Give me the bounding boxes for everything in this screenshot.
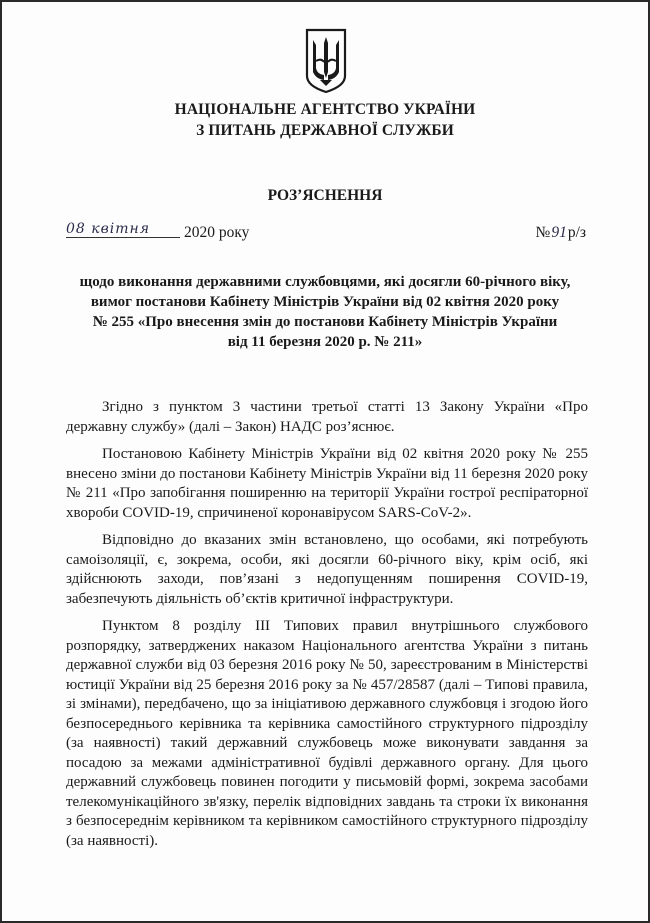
body-paragraph-2: Постановою Кабінету Міністрів України від 02 квітня 2020 року № 255 внесено зміни до постанови Кабінету Міністрів України від 11 березня 2020 року № 211 «Про запобігання поширенню на території України гострої респіраторної хвороби COVID-19, спричиненої коронавірусом SARS-CoV-2». [66,446,588,521]
handwritten-number: 91 [551,224,567,241]
body-paragraph-3: Відповідно до вказаних змін встановлено, що особами, які потребують самоізоляції, є, зокрема, особи, які досягли 60-річного віку, крім осіб, які здійснюють заходи, пов’язані з недопущенням поширення COVID-19, забезпечують діяльність об’єктів критичної інфраструктури. [66,532,588,607]
tryzub-icon [304,28,348,94]
agency-name-line1: НАЦІОНАЛЬНЕ АГЕНТСТВО УКРАЇНИ [174,101,476,118]
date-year: 2020 року [184,224,250,241]
subject-line4: від 11 березня 2020 р. № 211» [227,334,423,350]
number-prefix: № [535,224,551,241]
document-body [66,398,588,859]
body-paragraph-1: Згідно з пунктом 3 частини третьої статті 13 Закону України «Про державну службу» (далі – Закон) НАДС роз’яснює. [66,399,588,435]
handwritten-date: 08 квітня [66,221,180,238]
agency-name [2,99,648,141]
subject-line2: вимог постанови Кабінету Міністрів України від 02 квітня 2020 року [90,294,560,310]
document-subject [42,272,608,352]
body-paragraph-4: Пунктом 8 розділу III Типових правил внутрішнього службового розпорядку, затверджених наказом Національного агентства України з питань державної служби від 03 березня 2016 року № 50, зареєстрованим в Міністерстві юстиції України від 25 березня 2016 року за № 457/28587 (далі – Типові правила, зі змінами), передбачено, що за ініціативою державного службовця і згодою його безпосереднього керівника та керівника самостійного структурного підрозділу (за наявності) такий державний службовець може виконувати завдання за посадою за межами адміністративної будівлі державного органу. Для цього державний службовець повинен погодити у письмовій формі, зокрема засобами телекомунікаційного зв'язку, перелік відповідних завдань та строки їх виконання з безпосереднім керівником та керівником самостійного структурного підрозділу (за наявності). [66,618,588,849]
number-suffix: р/з [567,224,586,241]
date-number-row [66,221,586,248]
subject-line3: № 255 «Про внесення змін до постанови Кабінету Міністрів України [92,314,558,330]
document-title: РОЗ’ЯСНЕННЯ [267,187,383,204]
document-number [536,224,586,242]
subject-line1: щодо виконання державними службовцями, які досягли 60-річного віку, [79,274,571,290]
agency-name-line2: З ПИТАНЬ ДЕРЖАВНОЇ СЛУЖБИ [196,122,454,139]
